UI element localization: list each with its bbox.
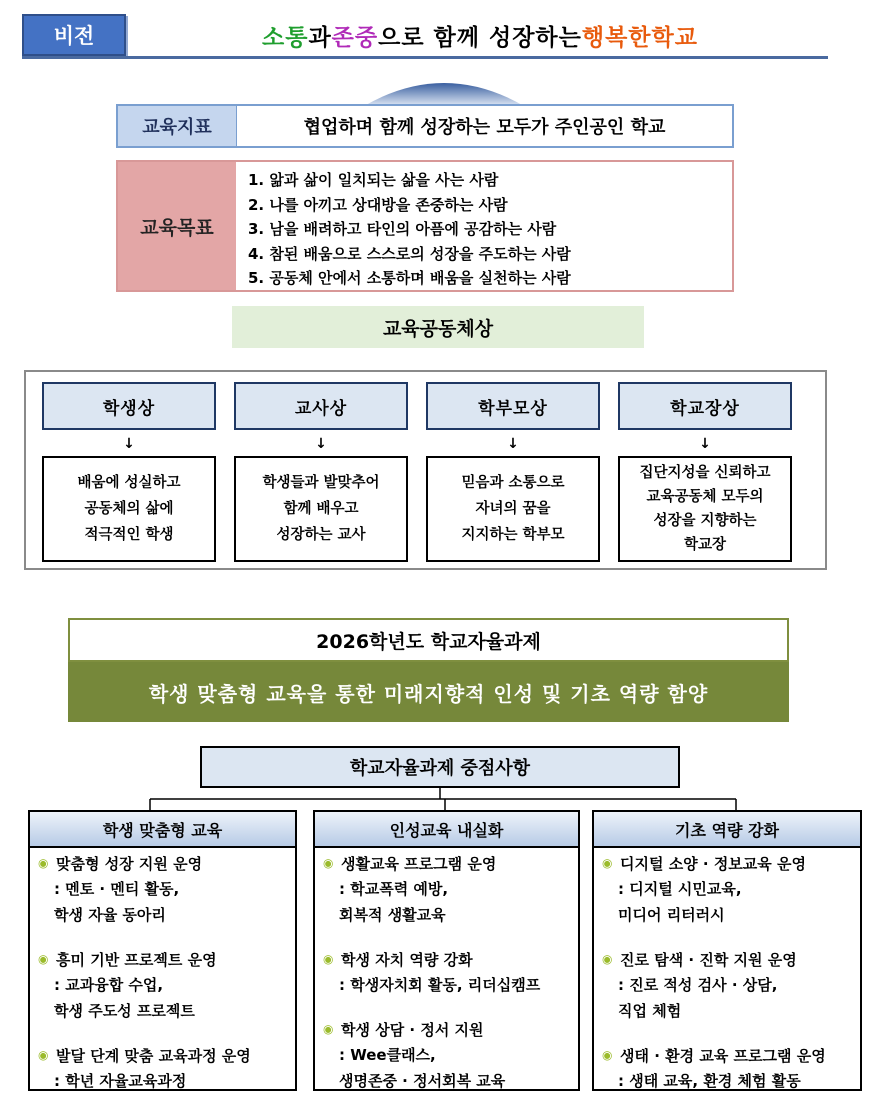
keypoint-item	[38, 1042, 291, 1094]
keypoint-item-sub: : 학교폭력 예방,	[339, 880, 449, 898]
keypoint-item-title	[602, 1042, 856, 1068]
edu-indicator	[116, 104, 734, 148]
edu-indicator-label: 교육지표	[118, 106, 237, 146]
keypoint-item-sub: 학생 주도성 프로젝트	[54, 1002, 195, 1020]
keypoint-item-sub: : 교과융합 수업,	[54, 976, 164, 994]
bullet-icon: ◉	[38, 1048, 49, 1062]
keypoint-item-title-text: 발달 단계 맞춤 교육과정 운영	[56, 1046, 251, 1065]
keypoint-item-title	[323, 946, 574, 972]
keypoint-item-title	[38, 946, 291, 972]
community-body-teacher	[234, 456, 408, 562]
community-body-line: 교육공동체 모두의	[646, 489, 764, 505]
keypoint-item-title-text: 흥미 기반 프로젝트 운영	[56, 950, 217, 969]
goal-item: 5. 공동체 안에서 소통하며 배움을 실천하는 사람	[248, 269, 571, 287]
column-body	[313, 846, 580, 1091]
bullet-icon: ◉	[323, 856, 334, 870]
goal-item: 3. 남을 배려하고 타인의 아픔에 공감하는 사람	[248, 220, 557, 238]
keypoint-item	[323, 1016, 574, 1094]
goal-item: 4. 참된 배움으로 스스로의 성장을 주도하는 사람	[248, 244, 571, 263]
keypoint-item-sub: 생명존중 · 정서회복 교육	[339, 1072, 506, 1090]
keypoint-item-title-text: 디지털 소양 · 정보교육 운영	[620, 854, 806, 873]
keypoint-item-title	[323, 1016, 574, 1042]
bullet-icon: ◉	[602, 1048, 613, 1062]
community-body-text	[77, 470, 180, 548]
community-body-text	[461, 470, 564, 548]
keypoint-item	[323, 946, 574, 998]
down-arrow-icon: ↓	[123, 436, 135, 452]
community-body-line: 집단지성을 신뢰하고	[639, 465, 771, 481]
community-body-text	[639, 461, 770, 557]
keypoint-item-title	[602, 946, 856, 972]
column-head: 학생 맞춤형 교육	[28, 810, 297, 848]
keypoint-item-title	[602, 850, 856, 876]
bullet-icon: ◉	[602, 856, 613, 870]
keypoint-item-title	[38, 850, 291, 876]
community-body-parent	[426, 456, 600, 562]
column-head: 기초 역량 강화	[592, 810, 862, 848]
keypoint-item-title	[323, 850, 574, 876]
community-body-text	[262, 470, 379, 548]
community-body-line: 함께 배우고	[283, 501, 359, 517]
keypoint-item-title-text: 맞춤형 성장 지원 운영	[56, 854, 203, 873]
edu-indicator-value: 협업하며 함께 성장하는 모두가 주인공인 학교	[303, 117, 666, 138]
bullet-icon: ◉	[38, 856, 49, 870]
vision-part: 존중	[331, 24, 379, 51]
vision-part: 행복한	[581, 24, 652, 51]
vision-part: 학교	[651, 24, 698, 51]
keypoint-item	[38, 850, 291, 928]
community-body-line: 적극적인 학생	[84, 527, 174, 543]
column-head: 인성교육 내실화	[313, 810, 580, 848]
community-body-line: 믿음과 소통으로	[461, 475, 565, 491]
community-body-line: 학생들과 발맞추어	[262, 475, 380, 491]
keypoint-item-title-text: 생태 · 환경 교육 프로그램 운영	[620, 1046, 826, 1065]
community-body-student	[42, 456, 216, 562]
keypoint-item-sub: : 생태 교육, 환경 체험 활동	[618, 1072, 801, 1090]
column-body	[28, 846, 297, 1091]
keypoint-item-sub: : 학년 자율교육과정	[54, 1072, 187, 1090]
vision-part: 과	[308, 24, 332, 51]
vision-statement	[130, 14, 830, 56]
bullet-icon: ◉	[38, 952, 49, 966]
keypoint-item-title-text: 학생 상담 · 정서 지원	[341, 1020, 484, 1039]
keypoint-item-sub: 미디어 리터러시	[618, 906, 725, 924]
community-body-line: 지지하는 학부모	[461, 527, 565, 543]
edu-goals	[116, 160, 734, 292]
down-arrow-icon: ↓	[699, 436, 711, 452]
keypoint-item	[602, 1042, 856, 1094]
keypoint-item-sub: : Wee클래스,	[339, 1046, 436, 1064]
task-title: 2026학년도 학교자율과제	[68, 618, 789, 662]
community-body-line: 학교장	[683, 537, 727, 553]
community-head-parent: 학부모상	[426, 382, 600, 430]
down-arrow-icon: ↓	[315, 436, 327, 452]
keypoint-item-sub: : 진로 적성 검사 · 상담,	[618, 976, 778, 994]
keypoint-item-sub: 학생 자율 동아리	[54, 906, 166, 924]
keypoint-item-title-text: 학생 자치 역량 강화	[341, 950, 473, 969]
keypoint-item-title-text: 생활교육 프로그램 운영	[341, 854, 497, 873]
task-subtitle: 학생 맞춤형 교육을 통한 미래지향적 인성 및 기초 역량 함양	[68, 662, 789, 722]
community-body-principal	[618, 456, 792, 562]
community-head-student: 학생상	[42, 382, 216, 430]
column-body	[592, 846, 862, 1091]
edu-goals-label: 교육목표	[118, 162, 236, 290]
keypoint-item-sub: : 멘토 · 멘티 활동,	[54, 880, 180, 898]
keypoint-item-title-text: 진로 탐색 · 진학 지원 운영	[620, 950, 797, 969]
keypoint-item-sub: : 디지털 시민교육,	[618, 880, 742, 898]
bullet-icon: ◉	[323, 952, 334, 966]
arrow-up-icon	[362, 64, 526, 108]
keypoint-item-title	[38, 1042, 291, 1068]
bullet-icon: ◉	[602, 952, 613, 966]
goal-item: 1. 앎과 삶이 일치되는 삶을 사는 사람	[248, 171, 499, 189]
keypoint-item	[38, 946, 291, 1024]
community-body-line: 배움에 성실하고	[77, 475, 181, 491]
goal-item: 2. 나를 아끼고 상대방을 존중하는 사람	[248, 195, 508, 214]
community-head-principal: 학교장상	[618, 382, 792, 430]
keypoints-title: 학교자율과제 중점사항	[200, 746, 680, 788]
bullet-icon: ◉	[323, 1022, 334, 1036]
community-body-line: 성장하는 교사	[276, 527, 366, 543]
community-body-line: 성장을 지향하는	[653, 513, 757, 529]
community-body-line: 공동체의 삶에	[84, 501, 174, 517]
vision-part: 으로 함께 성장하는	[378, 24, 582, 51]
keypoint-item-sub: : 학생자치회 활동, 리더십캠프	[339, 976, 541, 994]
community-body-line: 자녀의 꿈을	[475, 501, 551, 517]
vision-part: 소통	[262, 24, 309, 51]
keypoint-item	[323, 850, 574, 928]
keypoint-item	[602, 946, 856, 1024]
keypoint-item-sub: 직업 체험	[618, 1002, 682, 1020]
connector-lines	[0, 788, 892, 812]
vision-label: 비전	[22, 14, 126, 56]
down-arrow-icon: ↓	[507, 436, 519, 452]
vision-underline	[22, 56, 828, 59]
edu-goals-list	[236, 162, 571, 290]
community-head-teacher: 교사상	[234, 382, 408, 430]
keypoint-item-sub: 회복적 생활교육	[339, 906, 446, 924]
keypoint-item	[602, 850, 856, 928]
community-title: 교육공동체상	[232, 306, 644, 348]
